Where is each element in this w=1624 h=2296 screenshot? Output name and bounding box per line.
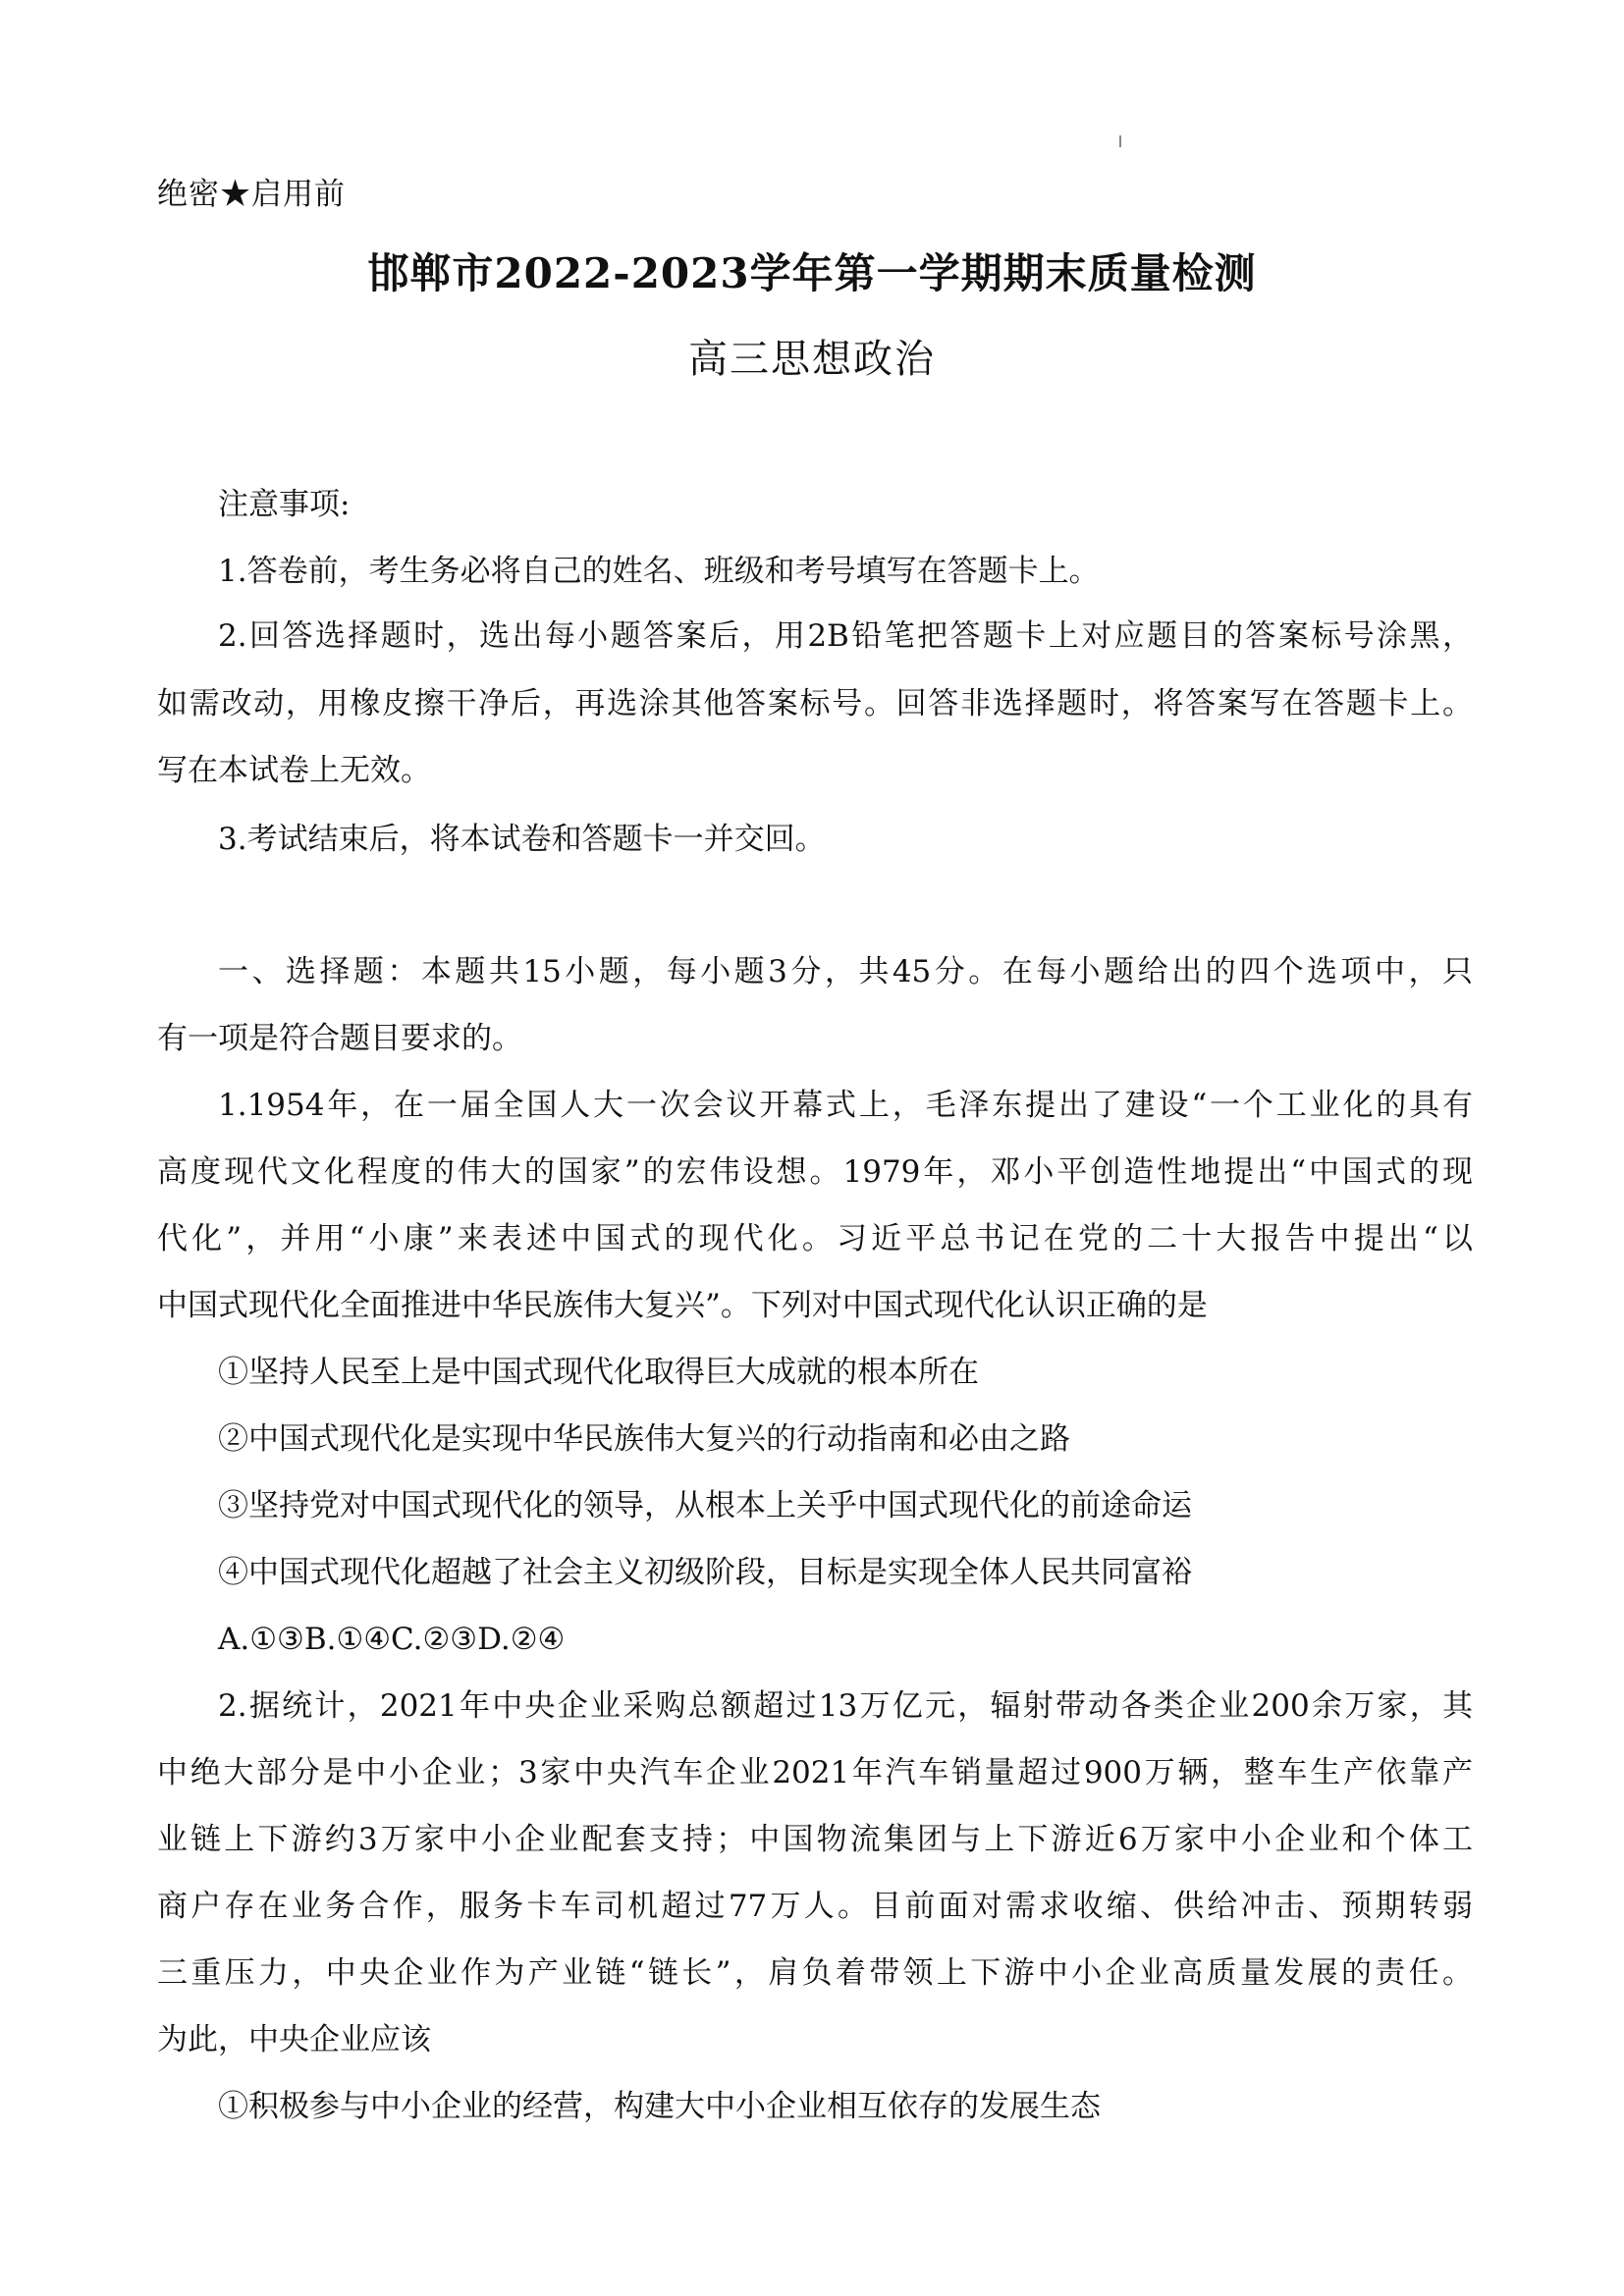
q1-stem-line-3: 代化”，并用“小康”来表述中国式的现代化。习近平总书记在党的二十大报告中提出“以: [157, 1221, 1473, 1256]
section-intro-line-1: 一、选择题：本题共15小题，每小题3分，共45分。在每小题给出的四个选项中，只: [218, 954, 1473, 989]
notice-item-1: 1.答卷前，考生务必将自己的姓名、班级和考号填写在答题卡上。: [218, 554, 1100, 589]
q1-option-4: ④中国式现代化超越了社会主义初级阶段，目标是实现全体人民共同富裕: [218, 1555, 1192, 1590]
notice-heading: 注意事项:: [218, 487, 351, 522]
q1-stem-line-2: 高度现代文化程度的伟大的国家”的宏伟设想。1979年，邓小平创造性地提出“中国式的现: [157, 1154, 1473, 1190]
q1-stem-line-1: 1.1954年，在一届全国人大一次会议开幕式上，毛泽东提出了建设“一个工业化的具有: [218, 1088, 1473, 1123]
q1-option-3: ③坚持党对中国式现代化的领导，从根本上关乎中国式现代化的前途命运: [218, 1488, 1192, 1523]
q2-stem-line-5: 三重压力，中央企业作为产业链“链长”，肩负着带领上下游中小企业高质量发展的责任。: [157, 1955, 1473, 1991]
q2-stem-line-3: 业链上下游约3万家中小企业配套支持；中国物流集团与上下游近6万家中小企业和个体工: [157, 1822, 1473, 1857]
notice-item-2-line-2: 如需改动，用橡皮擦干净后，再选涂其他答案标号。回答非选择题时，将答案写在答题卡上。: [157, 686, 1473, 721]
notice-item-2-line-1: 2.回答选择题时，选出每小题答案后，用2B铅笔把答题卡上对应题目的答案标号涂黑，: [218, 618, 1473, 654]
section-intro-line-2: 有一项是符合题目要求的。: [157, 1021, 522, 1056]
q2-stem-line-6: 为此，中央企业应该: [157, 2022, 431, 2057]
q2-stem-line-4: 商户存在业务合作，服务卡车司机超过77万人。目前面对需求收缩、供给冲击、预期转弱: [157, 1889, 1473, 1924]
q1-choices: A.①③B.①④C.②③D.②④: [218, 1622, 566, 1657]
notice-item-3: 3.考试结束后，将本试卷和答题卡一并交回。: [218, 822, 826, 857]
exam-subject: 高三思想政治: [688, 337, 936, 382]
q2-stem-line-2: 中绝大部分是中小企业；3家中央汽车企业2021年汽车销量超过900万辆，整车生产依靠产: [157, 1755, 1473, 1790]
secret-label: 绝密★启用前: [157, 177, 346, 212]
q1-stem-line-4: 中国式现代化全面推进中华民族伟大复兴”。下列对中国式现代化认识正确的是: [157, 1288, 1208, 1323]
q2-stem-line-1: 2.据统计，2021年中央企业采购总额超过13万亿元，辐射带动各类企业200余万家，其: [218, 1688, 1473, 1724]
q1-option-2: ②中国式现代化是实现中华民族伟大复兴的行动指南和必由之路: [218, 1421, 1070, 1457]
q1-option-1: ①坚持人民至上是中国式现代化取得巨大成就的根本所在: [218, 1355, 979, 1390]
q2-option-1: ①积极参与中小企业的经营，构建大中小企业相互依存的发展生态: [218, 2089, 1101, 2124]
exam-title: 邯郸市2022-2023学年第一学期期末质量检测: [367, 249, 1257, 297]
notice-item-2-line-3: 写在本试卷上无效。: [157, 753, 431, 788]
scan-mark: [1119, 135, 1121, 147]
